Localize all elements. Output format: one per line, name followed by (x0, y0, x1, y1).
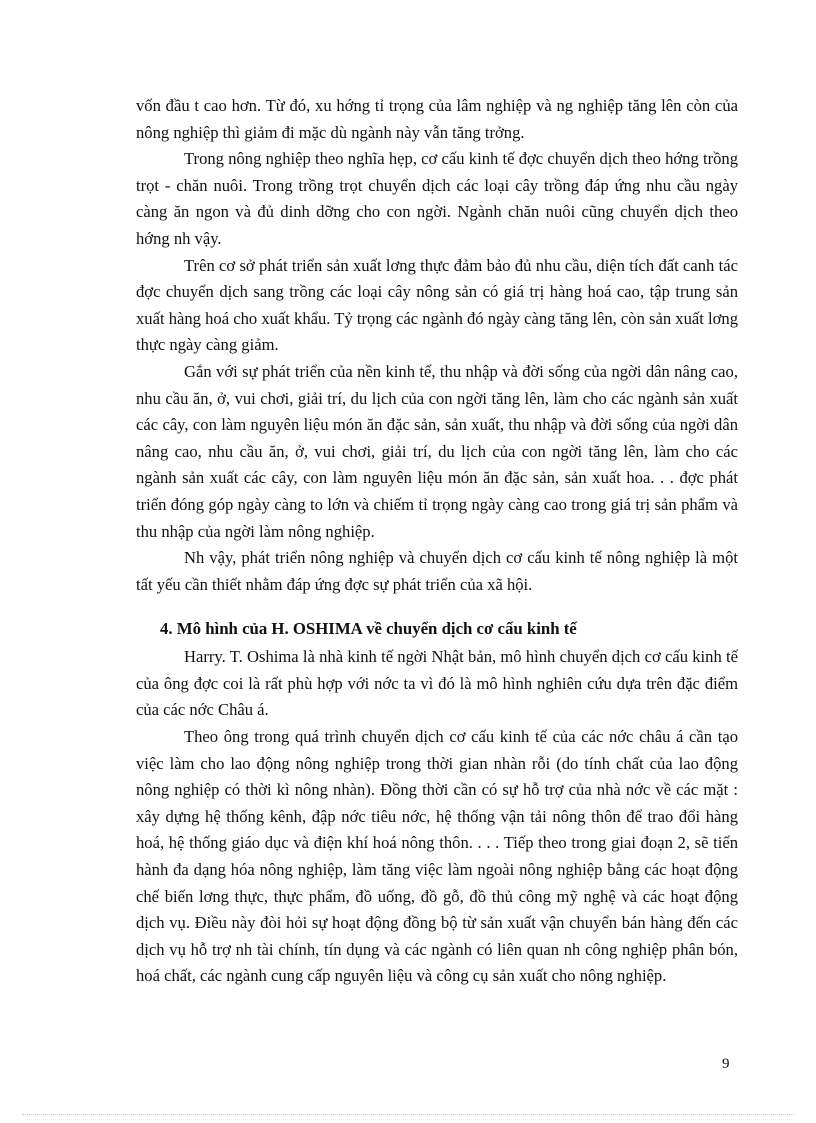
paragraph-1: vốn đầu t cao hơn. Từ đó, xu hớng tỉ trọng của lâm nghiệp và ng nghiệp tăng lên còn của nông nghiệp thì giảm đi mặc dù ngành này vẫn tăng trởng. (136, 96, 738, 142)
paragraph-2: Trong nông nghiệp theo nghĩa hẹp, cơ cấu kinh tế đợc chuyển dịch theo hớng trồng trọt - chăn nuôi. Trong trồng trọt chuyển dịch các loại cây trồng đáp ứng nhu cầu ngày càng ăn ngon và đủ dinh dỡng cho con ngời. Ngành chăn nuôi cũng chuyển dịch theo hớng nh vậy. (136, 149, 738, 248)
page-number: 9 (722, 1056, 730, 1072)
paragraph-7: Theo ông trong quá trình chuyển dịch cơ cấu kinh tế của các nớc châu á cần tạo việc làm cho lao động nông nghiệp trong thời gian nhàn rỗi (do tính chất của lao động nông nghiệp có thời kì nông nhàn). Đồng thời cần có sự hỗ trợ của nhà nớc về các mặt : xây dựng hệ thống kênh, đập nớc tiêu nớc, hệ thống vận tải nông thôn để trao đổi hàng hoá, hệ thống giáo dục và điện khí hoá nông thôn. . . . Tiếp theo trong giai đoạn 2, sẽ tiến hành đa dạng hóa nông nghiệp, làm tăng việc làm ngoài nông nghiệp bằng các hoạt động chế biến lơng thực, thực phẩm, đồ uống, đồ gỗ, đồ thủ công mỹ nghệ và các hoạt động dịch vụ. Điều này đòi hỏi sự hoạt động đồng bộ từ sản xuất vận chuyển bán hàng đến các dịch vụ hỗ trợ nh tài chính, tín dụng và các ngành có liên quan nh công nghiệp phân bón, hoá chất, các ngành cung cấp nguyên liệu và công cụ sản xuất cho nông nghiệp. (136, 727, 738, 986)
paragraph-5: Nh vậy, phát triển nông nghiệp và chuyển dịch cơ cấu kinh tế nông nghiệp là một tất yếu cần thiết nhằm đáp ứng đợc sự phát triển của xã hội. (136, 548, 738, 594)
paragraph-6: Harry. T. Oshima là nhà kinh tế ngời Nhật bản, mô hình chuyển dịch cơ cấu kinh tế của ông đợc coi là rất phù hợp với nớc ta vì đó là mô hình nghiên cứu dựa trên đặc điểm của các nớc Châu á. (136, 647, 738, 720)
section-heading: 4. Mô hình của H. OSHIMA về chuyển dịch cơ cấu kinh tế (160, 619, 577, 639)
paragraph-3: Trên cơ sở phát triển sản xuất lơng thực đảm bảo đủ nhu cầu, diện tích đất canh tác đợc chuyển dịch sang trồng các loại cây nông sản có giá trị hàng hoá cao, tập trung sản xuất hàng hoá cho xuất khẩu. Tỷ trọng các ngành đó ngày càng tăng lên, còn sản xuất lơng thực ngày càng giảm. (136, 255, 738, 355)
footer-divider (22, 1114, 794, 1115)
document-page (136, 93, 738, 990)
paragraph-4: Gắn với sự phát triển của nền kinh tế, thu nhập và đời sống của ngời dân nâng cao, nhu cầu ăn, ở, vui chơi, giải trí, du lịch của con ngời tăng lên, làm cho các ngành sản xuất các cây, con làm nguyên liệu món ăn đặc sản, sản xuất, thu nhập và đời sống của ngời dân nâng cao, nhu cầu ăn, ở, vui chơi, giải trí, du lịch của con ngời tăng lên, làm cho các ngành sản xuất các cây, con làm nguyên liệu món ăn đặc sản, sản xuất hoa. . . đợc phát triển đóng góp ngày càng to lớn và chiếm tỉ trọng ngày càng cao trong giá trị sản phẩm và thu nhập của ngời làm nông nghiệp. (136, 361, 738, 541)
